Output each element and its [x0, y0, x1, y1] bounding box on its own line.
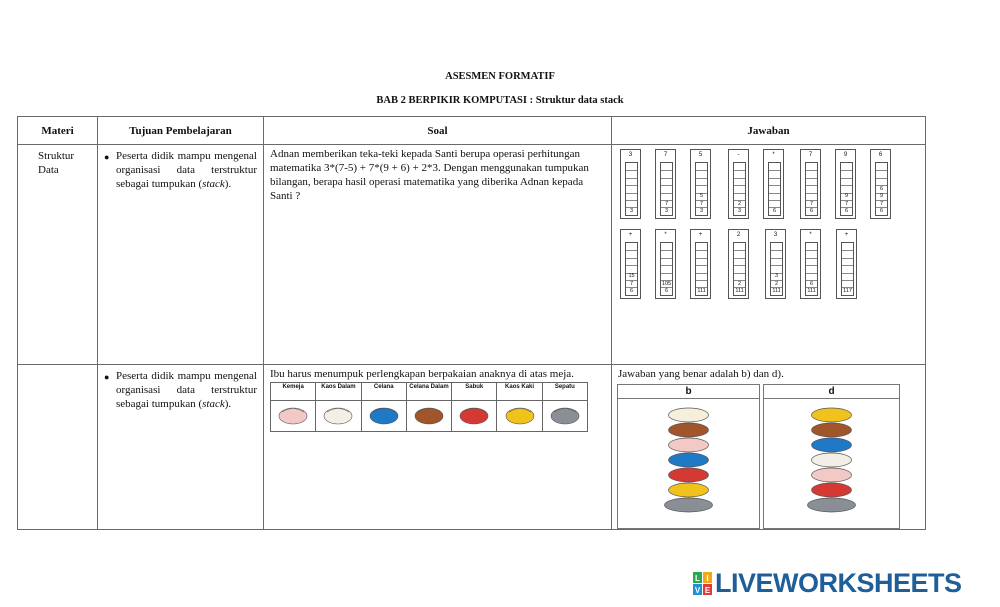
stack-slot-line: [626, 265, 637, 266]
stack-slot-line: [661, 258, 672, 259]
clothing-table: [270, 382, 588, 432]
stack-slot-line: [806, 185, 817, 186]
svg-text:V: V: [694, 585, 701, 595]
stack-value: 6: [844, 208, 849, 215]
stack-container: [733, 162, 746, 216]
clothing-label: Sabuk: [452, 383, 497, 401]
stack-step: [835, 149, 856, 219]
table-row: [18, 145, 926, 365]
clothing-label: Kemeja: [271, 383, 316, 401]
stack-slot-line: [696, 170, 707, 171]
stack-slot-line: [842, 250, 853, 251]
liveworksheets-logo: [693, 568, 962, 599]
stack-slot-line: [696, 258, 707, 259]
clothing-picture: [452, 401, 497, 432]
stack-value: 3: [699, 208, 704, 215]
stack-container: [695, 242, 708, 296]
stack-container: [660, 162, 673, 216]
stack-slot-line: [734, 170, 745, 171]
logo-mark-icon: [693, 572, 713, 596]
stack-slot-line: [842, 258, 853, 259]
stack-value: 111: [735, 288, 744, 295]
stack-slot-line: [771, 265, 782, 266]
stack-value: 6: [809, 208, 814, 215]
stack-value: 5: [699, 193, 704, 200]
stack-slot-line: [841, 185, 852, 186]
stack-slot-line: [626, 193, 637, 194]
stack-slot-line: [771, 250, 782, 251]
stack-slot-line: [771, 258, 782, 259]
materi-text: [18, 365, 97, 373]
soal-cell: [264, 145, 612, 365]
stack-container: [770, 242, 783, 296]
stack-slot-line: [842, 273, 853, 274]
stack-step: [620, 149, 641, 219]
stack-slot-line: [769, 185, 780, 186]
stack-container: [695, 162, 708, 216]
clothing-picture: [406, 401, 451, 432]
stack-value: 3: [737, 208, 742, 215]
column-header-soal: Soal: [264, 117, 612, 145]
bullet-icon: ●: [104, 152, 110, 162]
stack-container: [841, 242, 854, 296]
stack-slot-line: [734, 178, 745, 179]
stack-value: 9: [844, 193, 849, 200]
stack-step: [620, 229, 641, 299]
stack-value: 7: [699, 200, 704, 207]
stack-operator: +: [844, 232, 849, 238]
stack-step: [763, 149, 784, 219]
stack-value: 3: [664, 208, 669, 215]
clothing-picture: [497, 401, 542, 432]
materi-cell: [18, 365, 98, 530]
stack-slot-line: [626, 185, 637, 186]
stack-slot-line: [806, 273, 817, 274]
stack-container: [660, 242, 673, 296]
stack-slot-line: [661, 185, 672, 186]
stack-container: [840, 162, 853, 216]
stack-operator: 3: [628, 152, 633, 158]
tujuan-list-item: [98, 365, 263, 411]
stack-slot-line: [661, 265, 672, 266]
jawaban-text: Jawaban yang benar adalah b) dan d).: [618, 368, 784, 380]
stack-step: [728, 229, 749, 299]
stack-value: 6: [772, 208, 777, 215]
stack-value: 7: [879, 200, 884, 207]
tujuan-cell: [98, 365, 264, 530]
stack-slot-line: [696, 273, 707, 274]
stack-value: 2: [774, 280, 779, 287]
soal-text: Ibu harus menumpuk perlengkapan berpakaian anaknya di atas meja.: [270, 368, 574, 380]
stack-slot-line: [806, 258, 817, 259]
stack-slot-line: [806, 250, 817, 251]
stack-value: 111: [697, 288, 706, 295]
stack-container: [875, 162, 888, 216]
stack-slot-line: [626, 170, 637, 171]
stack-operator: +: [628, 232, 633, 238]
stack-operator: *: [809, 232, 812, 238]
stack-slot-line: [626, 258, 637, 259]
stack-value: 111: [807, 288, 816, 295]
clothing-picture: [361, 401, 406, 432]
stack-container: [625, 162, 638, 216]
clothing-label: Kaos Dalam: [316, 383, 361, 401]
stack-step: [690, 229, 711, 299]
tujuan-cell: [98, 145, 264, 365]
answer-picture-b: [617, 384, 760, 529]
materi-text: Struktur Data: [38, 150, 75, 176]
stack-value: 6: [879, 185, 884, 192]
stack-value: 117: [843, 288, 852, 295]
stack-slot-line: [626, 178, 637, 179]
clothing-label: Celana Dalam: [406, 383, 451, 401]
stack-slot-line: [806, 178, 817, 179]
stack-value: 6: [809, 280, 814, 287]
stack-slot-line: [696, 250, 707, 251]
stack-container: [805, 162, 818, 216]
stack-operator: *: [772, 152, 775, 158]
stack-value: 3: [774, 273, 779, 280]
answer-picture-label: b: [618, 385, 759, 399]
stack-container: [625, 242, 638, 296]
column-header-tujuan: Tujuan Pembelajaran: [98, 117, 264, 145]
stack-container: [768, 162, 781, 216]
stack-value: 6: [879, 208, 884, 215]
stack-slot-line: [661, 273, 672, 274]
stack-slot-line: [806, 265, 817, 266]
stack-step: [690, 149, 711, 219]
stack-slot-line: [841, 178, 852, 179]
stack-slot-line: [734, 250, 745, 251]
stack-value: 2: [737, 280, 742, 287]
bullet-icon: ●: [104, 372, 110, 382]
tujuan-list-item: [98, 145, 263, 191]
svg-text:L: L: [695, 573, 700, 583]
stack-container: [733, 242, 746, 296]
stack-slot-line: [661, 178, 672, 179]
stack-container: [805, 242, 818, 296]
stack-step: [728, 149, 749, 219]
stack-slot-line: [734, 193, 745, 194]
stack-slot-line: [661, 193, 672, 194]
stack-slot-line: [696, 178, 707, 179]
stack-slot-line: [734, 273, 745, 274]
stack-operator: *: [664, 232, 667, 238]
stack-operator: 5: [698, 152, 703, 158]
clothing-label: Sepatu: [542, 383, 587, 401]
stack-slot-line: [769, 200, 780, 201]
stack-value: 2: [737, 200, 742, 207]
svg-text:E: E: [704, 585, 711, 595]
stack-value: 7: [629, 280, 634, 287]
stack-slot-line: [876, 178, 887, 179]
stack-step: [655, 149, 676, 219]
clothing-picture: [271, 401, 316, 432]
svg-text:I: I: [706, 573, 709, 583]
answer-picture-d: [763, 384, 900, 529]
stack-slot-line: [661, 250, 672, 251]
soal-text: Adnan memberikan teka-teki kepada Santi berupa operasi perhitungan matematika 3*(7-5) + 7*(9 + 6) + 2*3. Dengan menggunakan tumpukan bilangan, berapa hasil operasi matematika yang diberika Adnan kepada Santi ?: [270, 148, 589, 202]
stack-operator: 3: [773, 232, 778, 238]
stack-slot-line: [734, 258, 745, 259]
stack-step: [765, 229, 786, 299]
stack-value: 3: [629, 208, 634, 215]
stack-value: 6: [629, 288, 634, 295]
stack-operator: 7: [808, 152, 813, 158]
materi-cell: [18, 145, 98, 365]
clothing-label: Celana: [361, 383, 406, 401]
clothing-label: Kaos Kaki: [497, 383, 542, 401]
stack-slot-line: [769, 193, 780, 194]
stack-slot-line: [734, 265, 745, 266]
table-header-row: [18, 117, 926, 145]
stack-value: 105: [661, 280, 672, 287]
stack-slot-line: [841, 170, 852, 171]
stack-operator: 9: [843, 152, 848, 158]
stack-slot-line: [769, 170, 780, 171]
stack-value: 7: [664, 200, 669, 207]
column-header-jawaban: Jawaban: [612, 117, 926, 145]
column-header-materi: Materi: [18, 117, 98, 145]
stack-slot-line: [842, 280, 853, 281]
stack-value: 7: [809, 200, 814, 207]
stack-slot-line: [734, 185, 745, 186]
stack-operator: 2: [736, 232, 741, 238]
stack-value: 15: [628, 273, 635, 280]
document-title: ASESMEN FORMATIF: [445, 71, 555, 82]
stack-step: [655, 229, 676, 299]
stack-slot-line: [626, 200, 637, 201]
stack-slot-line: [696, 280, 707, 281]
stack-step: [800, 229, 821, 299]
stack-operator: 6: [878, 152, 883, 158]
clothing-picture: [316, 401, 361, 432]
stack-value: 7: [844, 200, 849, 207]
stack-step: [836, 229, 857, 299]
stack-slot-line: [769, 178, 780, 179]
clothing-picture: [542, 401, 587, 432]
stack-value: 6: [664, 288, 669, 295]
stack-slot-line: [696, 185, 707, 186]
stack-slot-line: [696, 265, 707, 266]
stack-slot-line: [806, 193, 817, 194]
tujuan-text: Peserta didik mampu mengenal organisasi data terstruktur sebagai tumpukan (stack).: [116, 150, 257, 190]
logo-text: LIVEWORKSHEETS: [715, 568, 962, 598]
stack-slot-line: [806, 170, 817, 171]
document-subtitle: BAB 2 BERPIKIR KOMPUTASI : Struktur data stack: [376, 95, 624, 106]
stack-value: 9: [879, 193, 884, 200]
stack-operator: +: [698, 232, 703, 238]
stack-slot-line: [842, 265, 853, 266]
stack-operator: -: [737, 152, 740, 158]
stack-slot-line: [876, 170, 887, 171]
stack-step: [870, 149, 891, 219]
answer-picture-label: d: [764, 385, 899, 399]
stack-slot-line: [661, 170, 672, 171]
stack-step: [800, 149, 821, 219]
stack-operator: 7: [663, 152, 668, 158]
tujuan-text: Peserta didik mampu mengenal organisasi data terstruktur sebagai tumpukan (stack).: [116, 370, 257, 410]
stack-slot-line: [626, 250, 637, 251]
stack-value: 111: [772, 288, 781, 295]
